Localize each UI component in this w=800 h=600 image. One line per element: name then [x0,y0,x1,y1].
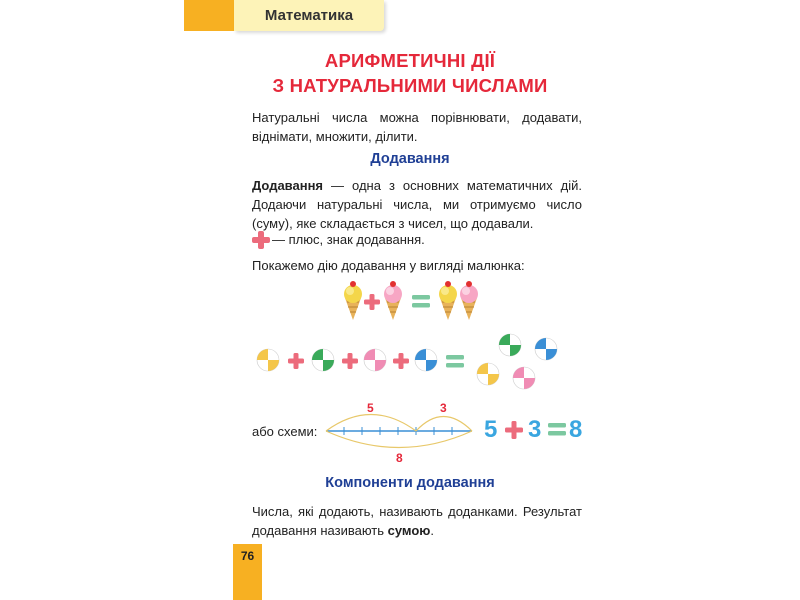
components-paragraph [252,502,582,540]
page-title-line-2: З НАТУРАЛЬНИМИ ЧИСЛАМИ [272,75,548,96]
beach-ball-icon [364,349,386,371]
beach-ball-icon [415,349,437,371]
plus-sign-description: — плюс, знак додавання. [272,232,425,247]
scheme-label: або схеми: [252,424,318,439]
equation-sum: 8 [569,416,583,443]
page-title-line-1: АРИФМЕТИЧНІ ДІЇ [324,50,496,71]
equals-icon [446,355,464,368]
beach-ball-icon [312,349,334,371]
scheme-bottom-label: 8 [396,451,403,465]
ice-cream-icon [439,281,457,320]
plus-icon [364,294,380,310]
plus-icon [288,353,304,369]
sum-term: сумою [387,523,431,538]
equals-icon [412,295,430,308]
scheme-arc-label-left: 5 [367,401,374,415]
show-drawing-text: Покажемо дію додавання у вигляді малюнка: [252,258,525,273]
beach-ball-icon [513,367,535,389]
addition-term: Додавання [252,178,324,193]
equation-plus-icon [504,420,524,440]
scheme-arc-label-right: 3 [440,401,447,415]
equation-addend-2: 3 [528,416,542,443]
intro-paragraph: Натуральні числа можна порівнювати, додавати, віднімати, множити, ділити. [252,110,582,144]
plus-icon [393,353,409,369]
beach-ball-icon [477,363,499,385]
equation-equals-icon [547,421,567,439]
ice-cream-icon [344,281,362,320]
beach-ball-icon [499,334,521,356]
page-number: 76 [240,549,255,563]
components-text-end: . [430,523,435,538]
plus-icon [342,353,358,369]
beach-ball-icon [535,338,557,360]
components-text: Числа, які додають, називають доданками. Результат додавання називають [252,504,582,538]
ice-cream-icon [384,281,402,320]
section-heading-components: Компоненти додавання [325,475,495,491]
addition-definition-text: — одна з основних математичних дій. Додаючи натуральні числа, ми отримуємо число (суму), яке складається з чисел, що додавали. [252,178,582,231]
section-heading-addition: Додавання [370,151,450,167]
beach-ball-icon [257,349,279,371]
number-line-scheme [326,415,472,448]
equation-addend-1: 5 [484,416,498,443]
subject-tab: Математика [234,0,384,31]
ice-cream-icon [460,281,478,320]
